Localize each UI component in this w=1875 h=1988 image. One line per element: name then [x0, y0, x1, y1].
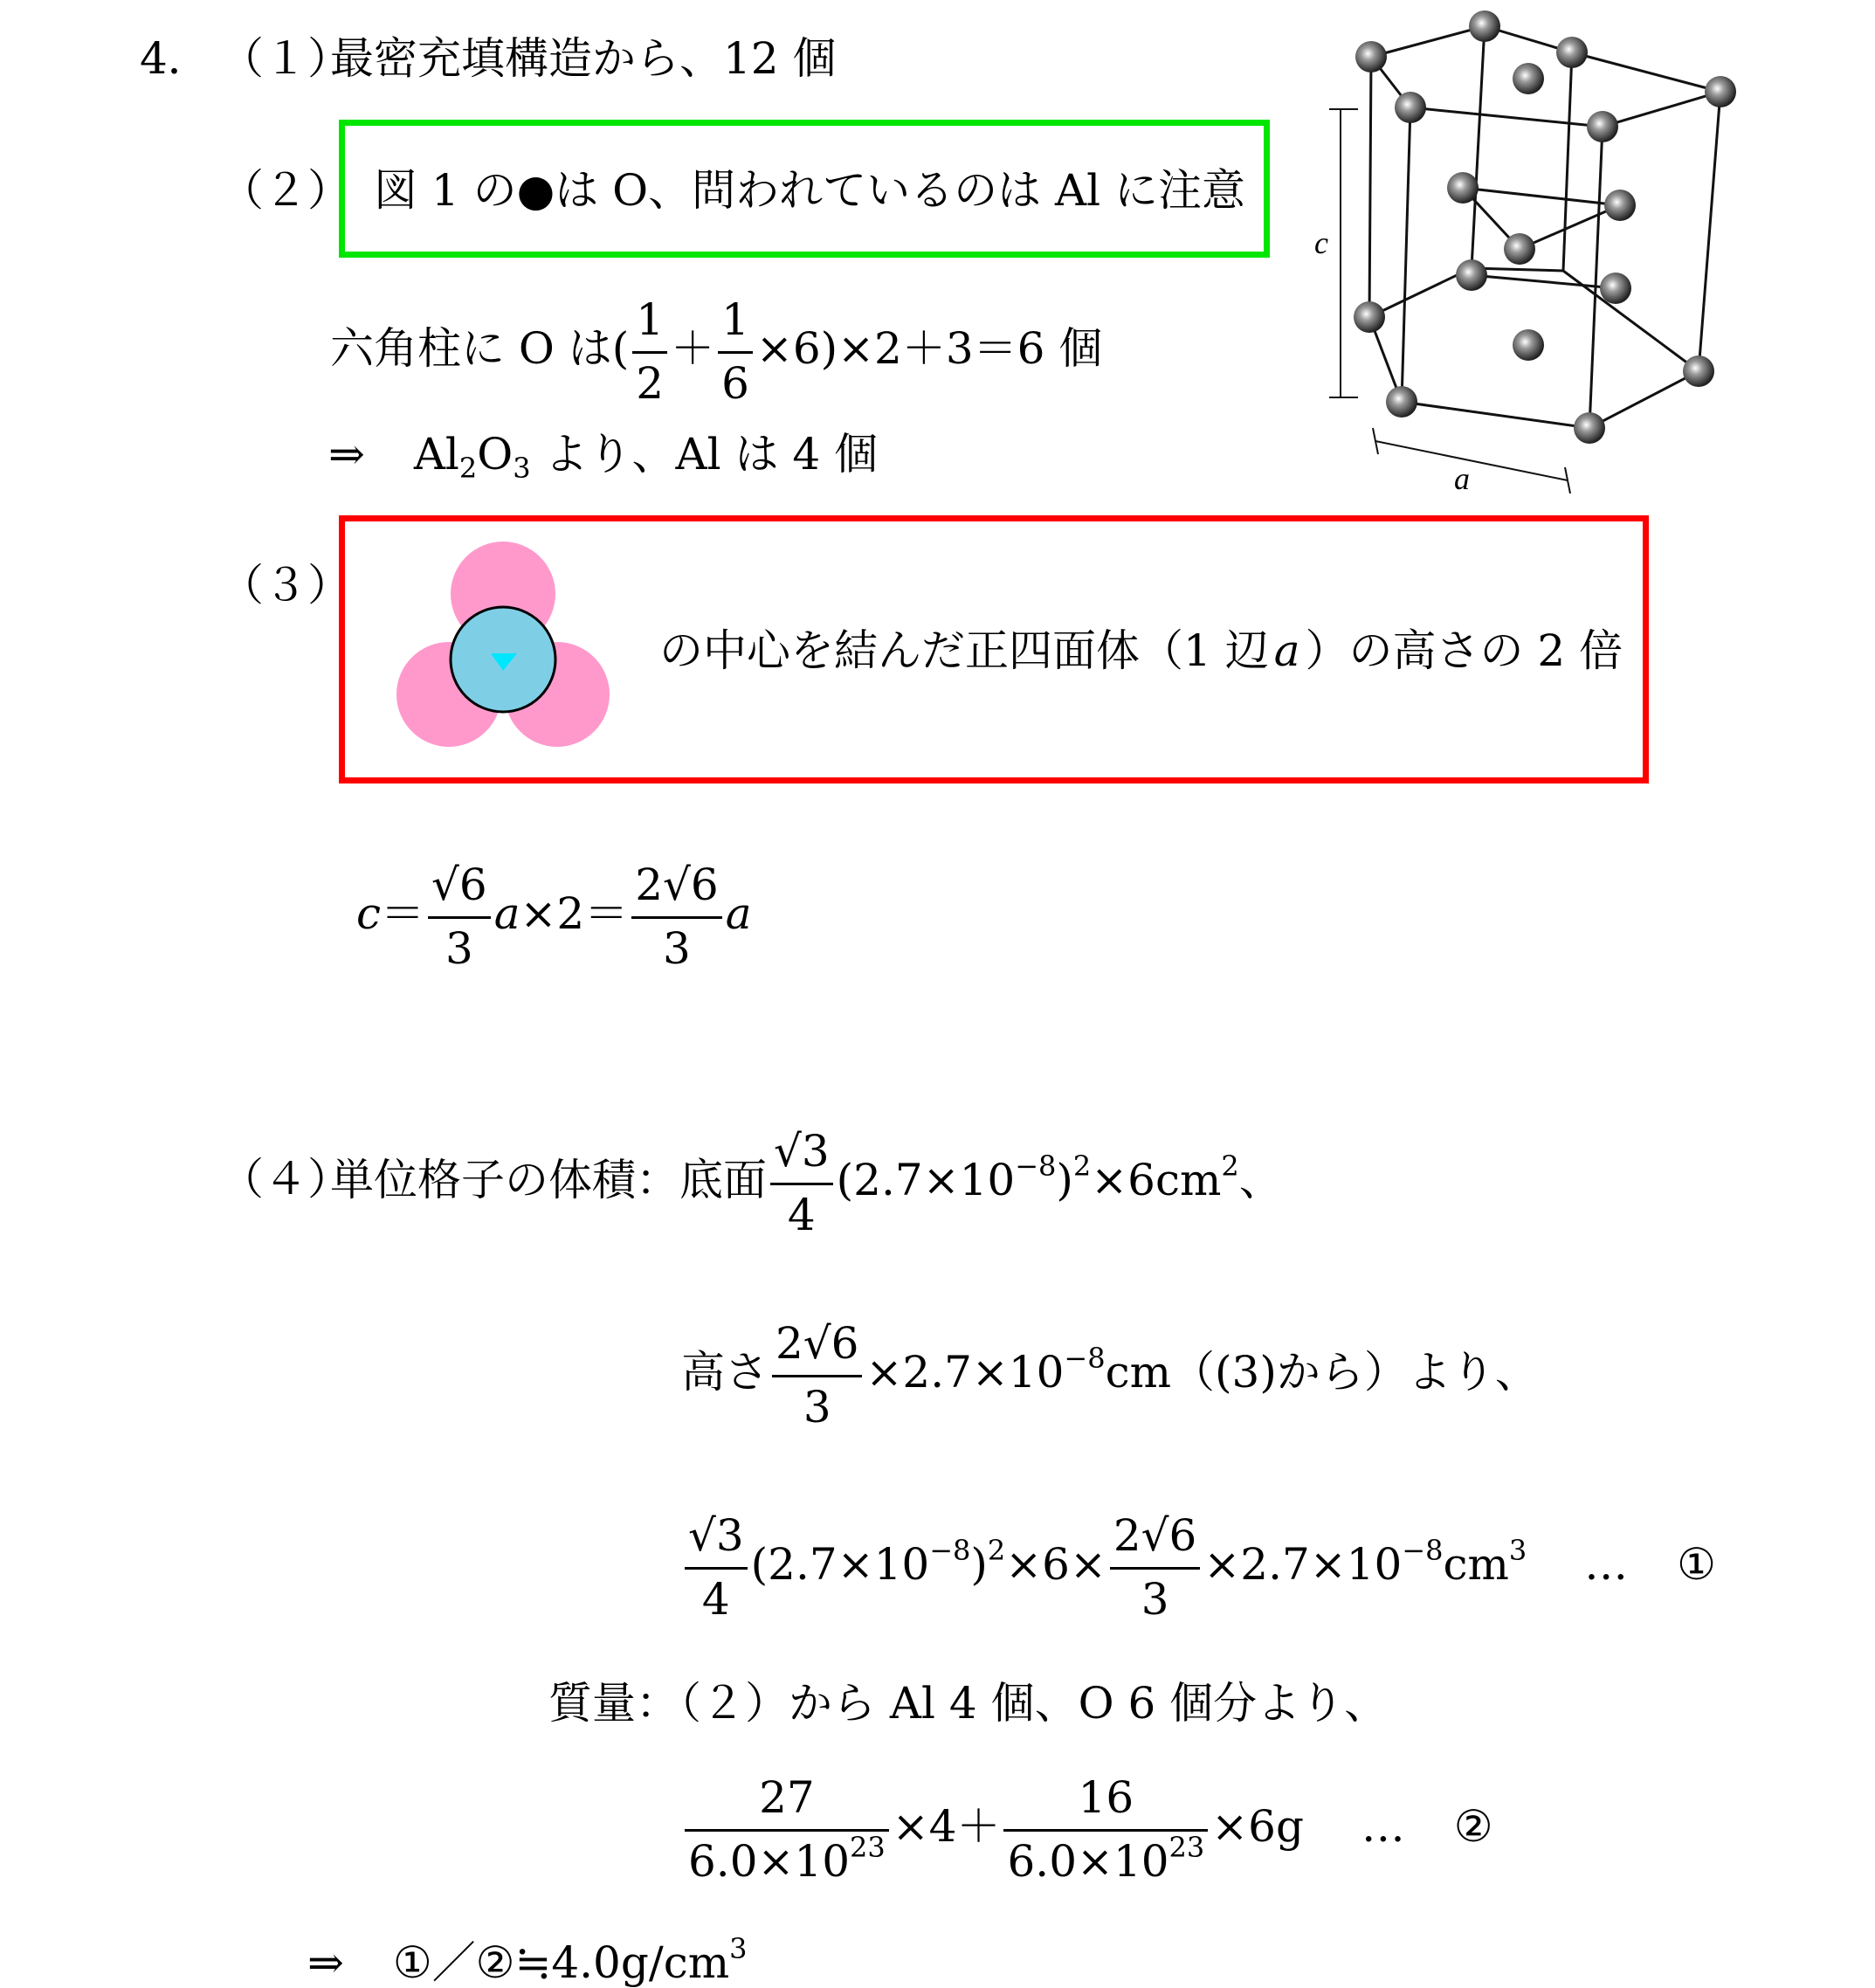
atom	[1355, 41, 1387, 72]
exponent: 2	[1221, 1149, 1239, 1183]
q4-mass-formula	[681, 1773, 1493, 1887]
formula-o: O	[477, 429, 514, 480]
close-paren: )	[1056, 1155, 1073, 1205]
var-a: a	[725, 888, 752, 939]
comma: 、	[1238, 1155, 1283, 1205]
q2-calc-line	[330, 295, 1102, 409]
q4-volume-formula	[681, 1511, 1716, 1625]
fraction-denominator	[1003, 1832, 1208, 1888]
fraction-numerator: √3	[685, 1511, 748, 1570]
fraction-sixth	[718, 295, 753, 409]
height-post: cm（(3)から）より、	[1105, 1347, 1539, 1398]
ellipsis: …	[1361, 1801, 1405, 1852]
exponent: 2	[1072, 1149, 1092, 1183]
q3-note	[659, 625, 1623, 676]
exponent: 3	[1508, 1534, 1527, 1567]
height-expression: ×2.7×10	[865, 1347, 1065, 1398]
exponent: −8	[1015, 1149, 1057, 1183]
base-expression: (2.7×10	[836, 1155, 1016, 1205]
exponent: 23	[850, 1830, 886, 1864]
fraction-denominator: 3	[663, 922, 691, 974]
label-c: c	[1314, 225, 1328, 260]
denominator-base: 6.0×10	[688, 1835, 851, 1887]
exponent: −8	[929, 1534, 971, 1567]
q2-result-line	[328, 429, 879, 485]
implies-arrow: ⇒	[328, 429, 365, 480]
q4-label: （４）	[220, 1154, 351, 1205]
hcp-unit-cell-figure	[1310, 4, 1764, 494]
fraction-denominator: 3	[1141, 1573, 1169, 1625]
atom	[1386, 386, 1417, 418]
fraction-denominator	[685, 1832, 889, 1888]
question-number: 4．	[140, 33, 211, 84]
q4-mass-line: 質量：（２）から Al 4 個、O 6 個分より、	[548, 1678, 1389, 1729]
var-a: a	[493, 888, 520, 939]
atom	[1513, 329, 1544, 361]
fraction-half	[632, 295, 667, 409]
denominator-base: 6.0×10	[1007, 1835, 1169, 1887]
q3-label: （３）	[220, 560, 351, 611]
ellipsis: …	[1584, 1539, 1629, 1590]
fraction-2root6-over-3	[631, 860, 721, 974]
implies-arrow: ⇒	[307, 1937, 344, 1988]
q4-result-line	[307, 1932, 748, 1988]
fraction-denominator: 3	[803, 1381, 831, 1432]
fraction-root3-over-4	[685, 1511, 748, 1625]
atom	[1604, 190, 1636, 221]
label-a: a	[1454, 461, 1470, 494]
fraction-numerator: 2√6	[772, 1319, 862, 1377]
fraction-root6-over-3	[428, 860, 491, 974]
density-result: ①／②≒4.0g/cm	[392, 1937, 730, 1988]
unit-cm: cm	[1443, 1539, 1509, 1590]
fraction-numerator: 27	[685, 1773, 889, 1832]
stacked-spheres-icon	[395, 542, 613, 751]
fraction-denominator: 6	[721, 357, 749, 409]
close-paren: )	[970, 1539, 988, 1590]
fraction-denominator: 2	[636, 357, 665, 409]
q2-label: （２）	[220, 165, 351, 216]
atom	[1556, 37, 1588, 68]
exponent: 23	[1168, 1830, 1205, 1864]
formula-al: Al	[413, 429, 459, 480]
atom	[1600, 273, 1631, 304]
fraction-numerator: 2√6	[631, 860, 721, 919]
volume-expression: (2.7×10	[750, 1539, 930, 1590]
fraction-denominator: 4	[701, 1573, 730, 1625]
q2-result-text: より、Al は 4 個	[544, 429, 879, 480]
q3-note-post: ）の高さの 2 倍	[1305, 625, 1623, 676]
height-label: 高さ	[681, 1347, 769, 1398]
fraction-numerator: 1	[718, 295, 753, 354]
q3-note-text: の中心を結んだ正四面体（1 辺	[659, 625, 1269, 676]
volume-label: 単位格子の体積：底面	[330, 1155, 767, 1205]
fraction-numerator: 16	[1003, 1773, 1208, 1832]
atom	[1456, 259, 1487, 291]
fraction-numerator: √6	[428, 860, 491, 919]
fraction-16-over-avogadro	[1003, 1773, 1208, 1887]
times-four-plus: ×4＋	[892, 1801, 1001, 1852]
fraction-2root6-over-3	[1110, 1511, 1200, 1625]
atom	[1574, 412, 1605, 444]
exponent: 3	[729, 1932, 748, 1965]
atom	[1587, 111, 1618, 142]
equals-sign: ＝	[381, 888, 425, 939]
fraction-numerator: 1	[632, 295, 667, 354]
q3-note-a: a	[1273, 625, 1300, 676]
q4-height-line	[681, 1319, 1539, 1432]
circled-two: ②	[1453, 1801, 1493, 1852]
atom	[1354, 301, 1385, 333]
fraction-2root6-over-3	[772, 1319, 862, 1432]
times-six: ×6×	[1005, 1539, 1106, 1590]
var-c: c	[356, 888, 382, 939]
plus-sign: ＋	[671, 323, 715, 374]
base-post: ×6cm	[1091, 1155, 1222, 1205]
exponent: −8	[1402, 1534, 1444, 1567]
q4-volume-line	[330, 1127, 1283, 1240]
atom	[1469, 10, 1500, 42]
atom	[1447, 172, 1479, 204]
q1-label: （１）	[220, 33, 351, 84]
atom	[1513, 63, 1544, 94]
times-two-equals: ×2＝	[520, 888, 629, 939]
atoms	[1354, 10, 1736, 444]
volume-tail: ×2.7×10	[1203, 1539, 1403, 1590]
exponent: 2	[987, 1534, 1006, 1567]
atom	[1705, 76, 1736, 107]
atom	[1504, 233, 1535, 265]
fraction-numerator: 2√6	[1110, 1511, 1200, 1570]
exponent: −8	[1064, 1342, 1106, 1375]
subscript-3: 3	[513, 452, 531, 485]
q1-answer: 最密充填構造から、12 個	[330, 33, 837, 84]
fraction-numerator: √3	[770, 1127, 833, 1185]
fraction-27-over-avogadro	[685, 1773, 889, 1887]
subscript-2: 2	[458, 452, 478, 485]
fraction-root3-over-4	[770, 1127, 833, 1240]
circled-one: ①	[1677, 1539, 1716, 1590]
q2-calc-pre: 六角柱に O は(	[330, 323, 630, 374]
q2-note: 図 1 の●は O、問われているのは Al に注意	[374, 165, 1245, 216]
q2-calc-post: ×6)×2＋3＝6 個	[755, 323, 1103, 374]
fraction-denominator: 3	[445, 922, 473, 974]
q3-equation	[356, 860, 752, 974]
times-six-grams: ×6g	[1211, 1801, 1304, 1852]
fraction-denominator: 4	[787, 1189, 816, 1240]
atom	[1683, 355, 1714, 387]
atom	[1395, 92, 1426, 123]
